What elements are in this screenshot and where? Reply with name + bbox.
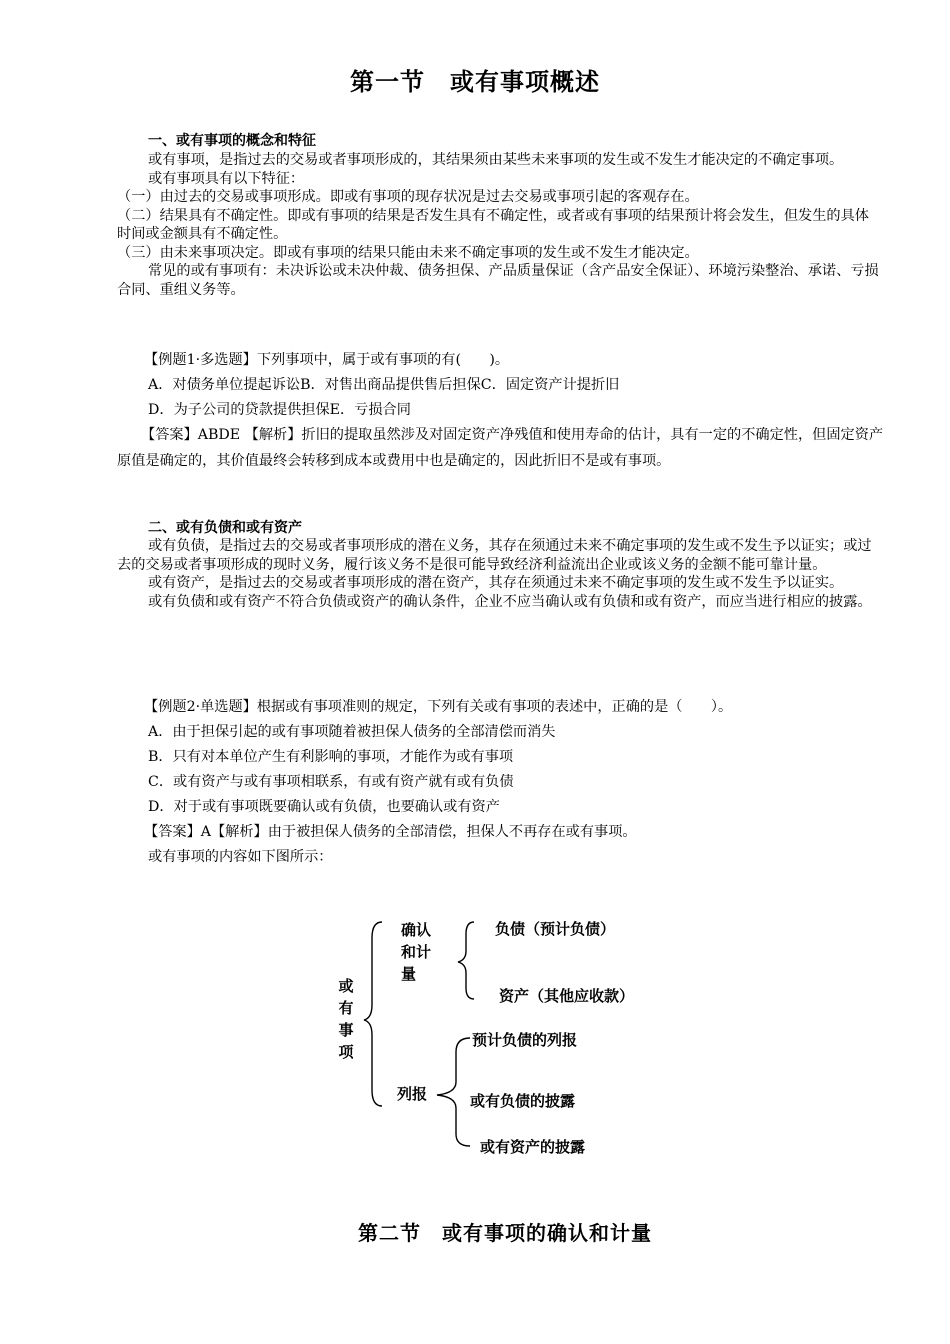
diagram-intro: 或有事项的内容如下图所示：	[148, 849, 333, 865]
example-1-options-a-c: A．对债务单位提起诉讼B．对售出商品提供售后担保C．固定资产计提折旧	[148, 377, 620, 393]
example-2-option-a: A．由于担保引起的或有事项随着被担保人债务的全部清偿而消失	[148, 724, 556, 740]
common-items-paragraph: 常见的或有事项有：未决诉讼或未决仲裁、债务担保、产品质量保证（含产品安全保证）、环境污染整治、承诺、亏损合同、重组义务等。	[117, 263, 879, 298]
diagram-leaf-liability: 负债（预计负债）	[495, 920, 616, 938]
contingent-liability-definition: 或有负债，是指过去的交易或者事项形成的潜在义务，其存在须通过未来不确定事项的发生或不发生予以证实；或过去的交易或者事项形成的现时义务，履行该义务不是很可能导致经济利益流出企业或该义务的金额不能可靠计量。	[117, 538, 872, 573]
contingent-asset-definition: 或有资产，是指过去的交易或者事项形成的潜在资产，其存在须通过未来不确定事项的发生或不发生予以证实。	[148, 575, 844, 591]
example-1-question: 【例题1·多选题】下列事项中，属于或有事项的有( )。	[144, 352, 510, 368]
recognition-brace	[458, 922, 474, 999]
liabilities-block	[117, 537, 882, 611]
diagram-recognition-node	[401, 919, 431, 985]
feature-3: （三）由未来事项决定。即或有事项的结果只能由未来不确定事项的发生或不发生才能决定。	[117, 244, 699, 261]
example-2	[117, 695, 887, 870]
diagram-disclosure-node: 列报	[397, 1085, 428, 1103]
recognition-line: 确认	[401, 921, 432, 939]
diagram-leaf-asset: 资产（其他应收款）	[499, 987, 635, 1005]
example-2-question: 【例题2·单选题】根据或有事项准则的规定，下列有关或有事项的表述中，正确的是（ ）。	[144, 699, 733, 715]
root-brace	[364, 922, 382, 1106]
disclosure-brace	[437, 1038, 470, 1146]
example-1	[117, 348, 887, 474]
recognition-line: 量	[401, 965, 417, 983]
root-char: 有	[338, 999, 354, 1017]
diagram-leaf-liability-disclosure: 或有负债的披露	[470, 1092, 576, 1110]
recognition-note: 或有负债和或有资产不符合负债或资产的确认条件，企业不应当确认或有负债和或有资产，而应当进行相应的披露。	[148, 593, 872, 610]
diagram-leaf-asset-disclosure: 或有资产的披露	[480, 1138, 586, 1156]
example-1-answer: 【答案】ABDE 【解析】折旧的提取虽然涉及对固定资产净残值和使用寿命的估计，具有一定的不确定性，但固定资产原值是确定的，其价值最终会转移到成本或费用中也是确定的，因此折旧不是或有事项。	[117, 427, 884, 469]
section-2-title: 第二节 或有事项的确认和计量	[358, 1221, 652, 1245]
diagram-leaf-provision: 预计负债的列报	[472, 1031, 578, 1049]
section-title: 第一节 或有事项概述	[350, 68, 600, 96]
features-intro: 或有事项具有以下特征：	[148, 170, 305, 187]
diagram-root-node	[337, 975, 355, 1063]
example-1-options-d-e: D．为子公司的贷款提供担保E．亏损合同	[148, 402, 411, 418]
root-char: 或	[338, 977, 354, 995]
heading-concept: 一、或有事项的概念和特征	[148, 133, 316, 149]
example-2-option-b: B．只有对本单位产生有利影响的事项，才能作为或有事项	[148, 749, 514, 765]
root-char: 事	[338, 1021, 354, 1039]
heading-liabilities-assets: 二、或有负债和或有资产	[148, 520, 302, 536]
example-2-option-d: D．对于或有事项既要确认或有负债，也要确认或有资产	[148, 799, 500, 815]
definition-paragraph: 或有事项，是指过去的交易或者事项形成的，其结果须由某些未来事项的发生或不发生才能决定的不确定事项。	[148, 152, 844, 168]
example-2-answer: 【答案】A【解析】由于被担保人债务的全部清偿，担保人不再存在或有事项。	[144, 824, 637, 840]
concept-block	[117, 151, 882, 299]
example-2-option-c: C．或有资产与或有事项相联系，有或有资产就有或有负债	[148, 774, 514, 790]
recognition-line: 和计	[401, 943, 432, 961]
root-char: 项	[338, 1043, 354, 1061]
feature-2: （二）结果具有不确定性。即或有事项的结果是否发生具有不确定性，或者或有事项的结果预计将会发生，但发生的具体时间或金额具有不确定性。	[117, 207, 869, 242]
feature-1: （一）由过去的交易或事项形成。即或有事项的现存状况是过去交易或事项引起的客观存在。	[117, 189, 699, 205]
